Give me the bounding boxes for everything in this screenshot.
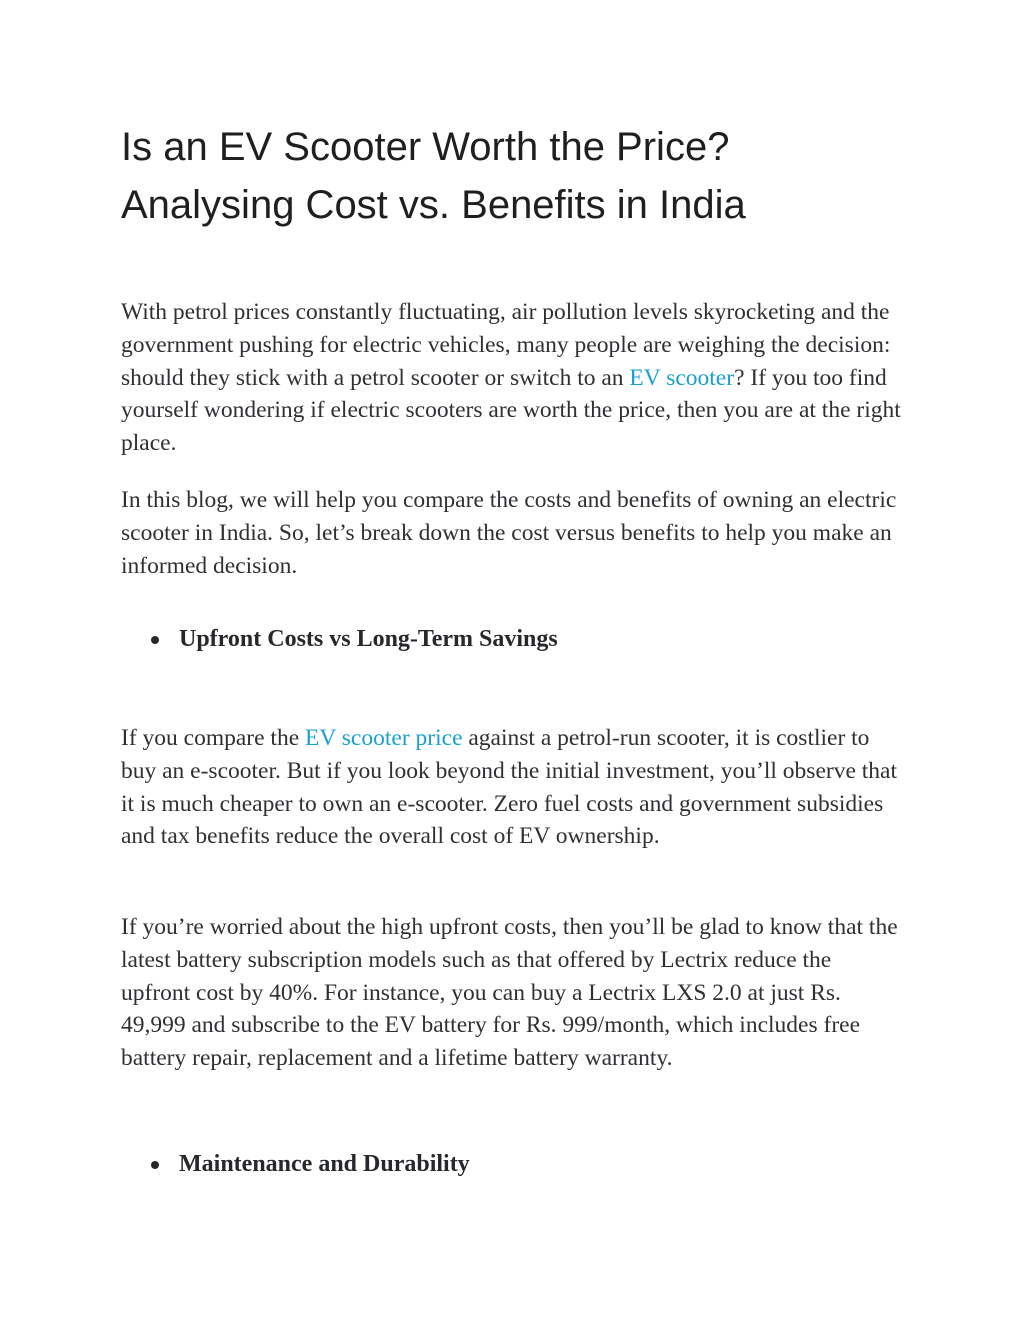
ev-scooter-price-link[interactable]: EV scooter price — [305, 725, 463, 751]
section-heading-text: Upfront Costs vs Long-Term Savings — [179, 626, 558, 652]
page-title — [121, 118, 906, 234]
ev-scooter-link[interactable]: EV scooter — [629, 364, 735, 391]
intro-paragraph — [121, 296, 906, 460]
paragraph-text-end: against a petrol-run scooter, it is costlier to buy an e-scooter. But if you look beyond the initial investment, you’ll observe that it is much cheaper to own an e-scooter. Zero fuel costs and government subsidies and tax benefits reduce the overall cost of EV ownership. — [121, 725, 898, 850]
section-heading-upfront-costs — [151, 623, 891, 655]
title-line-1: Is an EV Scooter Worth the Price? — [121, 125, 730, 169]
upfront-costs-paragraph — [121, 722, 906, 853]
blog-intro-paragraph: In this blog, we will help you compare the costs and benefits of owning an electric scooter in India. So, let’s break down the cost versus benefits to help you make an informed decision. — [121, 487, 897, 579]
title-line-2: Analysing Cost vs. Benefits in India — [121, 183, 746, 227]
section-heading-maintenance — [151, 1148, 891, 1180]
battery-subscription-paragraph: If you’re worried about the high upfront costs, then you’ll be glad to know that the latest battery subscription models such as that offered by Lectrix reduce the upfront cost by 40%. For instance, you can buy a Lectrix LXS 2.0 at just Rs. 49,999 and subscribe to the EV battery for Rs. 999/month, which includes free battery repair, replacement and a lifetime battery warranty. — [121, 914, 898, 1072]
paragraph-text-start: If you compare the — [121, 725, 306, 751]
intro-text-end: ? If you too find yourself wondering if electric scooters are worth the price, then you are at the right place. — [121, 364, 901, 457]
bullet-icon — [151, 636, 159, 644]
bullet-icon — [151, 1161, 159, 1169]
intro-text-start: With petrol prices constantly fluctuating, air pollution levels skyrocketing and the government pushing for electric vehicles, many people are weighing the decision: should they stick with a petrol scooter or switch to an — [121, 299, 891, 391]
section-heading-text: Maintenance and Durability — [179, 1151, 470, 1177]
